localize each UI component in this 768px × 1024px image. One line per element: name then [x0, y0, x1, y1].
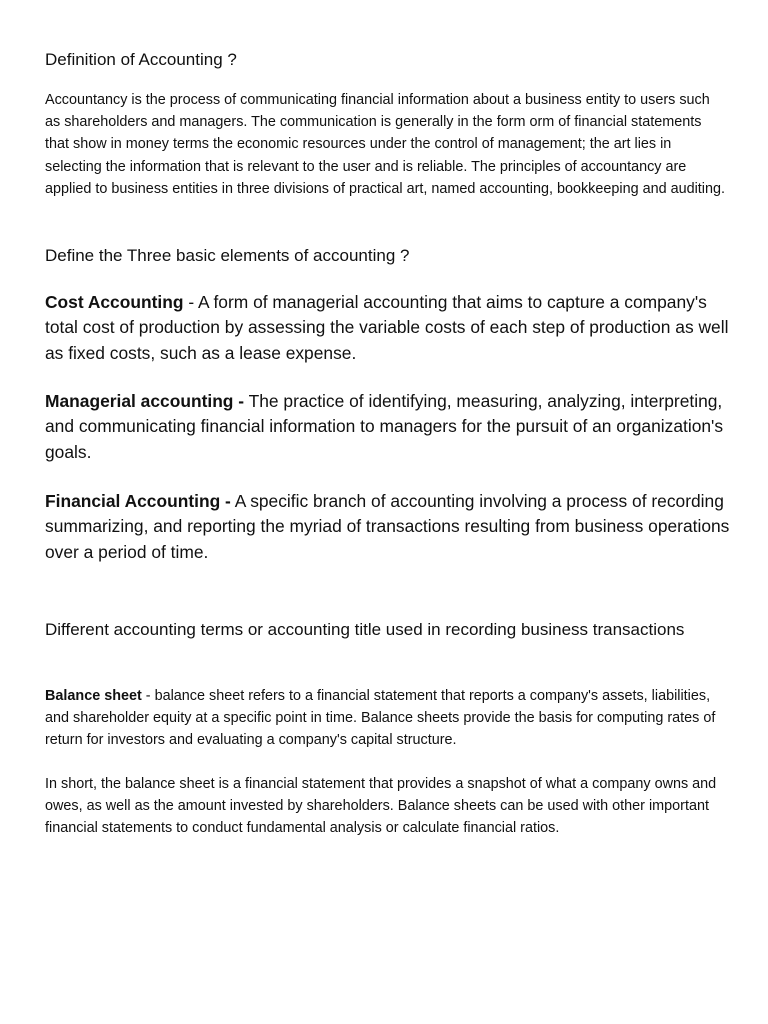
financial-accounting-paragraph [45, 489, 735, 565]
balance-sheet-summary-paragraph: In short, the balance sheet is a financial statement that provides a snapshot of what a company owns and owes, as well as the amount invested by shareholders. Balance sheets can be used with other important financial statements to conduct fundamental analysis or calculate financial ratios. [45, 776, 717, 837]
definition-heading: Definition of Accounting ? [45, 50, 237, 69]
balance-sheet-description: balance sheet refers to a financial statement that reports a company's assets, liabilities, and shareholder equity at a specific point in time. Balance sheets provide the basis for computing rates of return for investors and evaluating a company's capital structure. [45, 688, 716, 749]
managerial-accounting-term: Managerial accounting - [45, 391, 245, 411]
cost-accounting-term: Cost Accounting [45, 292, 184, 312]
accounting-terms-heading: Different accounting terms or accounting title used in recording business transactions [45, 620, 685, 639]
managerial-accounting-description: The practice of identifying, measuring, analyzing, interpreting, and communicating financial information to managers for the pursuit of an organization's goals. [45, 391, 724, 462]
managerial-accounting-paragraph [45, 389, 735, 465]
financial-accounting-term: Financial Accounting - [45, 491, 231, 511]
balance-sheet-separator: - [141, 688, 155, 704]
cost-accounting-separator: - [183, 292, 198, 312]
definition-paragraph: Accountancy is the process of communicating financial information about a business entity to users such as shareholders and managers. The communication is generally in the form orm of financial statements that show in money terms the economic resources under the control of management; the art lies in selecting the information that is relevant to the user and is reliable. The principles of accountancy are applied to business entities in three divisions of practical art, named accounting, bookkeeping and auditing. [45, 92, 725, 197]
balance-sheet-term: Balance sheet [45, 688, 142, 704]
cost-accounting-paragraph [45, 290, 735, 366]
elements-heading: Define the Three basic elements of accounting ? [45, 246, 410, 265]
financial-accounting-description: A specific branch of accounting involving a process of recording summarizing, and reporting the myriad of transactions resulting from business operations over a period of time. [45, 491, 730, 562]
cost-accounting-description: A form of managerial accounting that aims to capture a company's total cost of production by assessing the variable costs of each step of production as well as fixed costs, such as a lease expense. [45, 292, 729, 363]
balance-sheet-paragraph [45, 685, 727, 752]
